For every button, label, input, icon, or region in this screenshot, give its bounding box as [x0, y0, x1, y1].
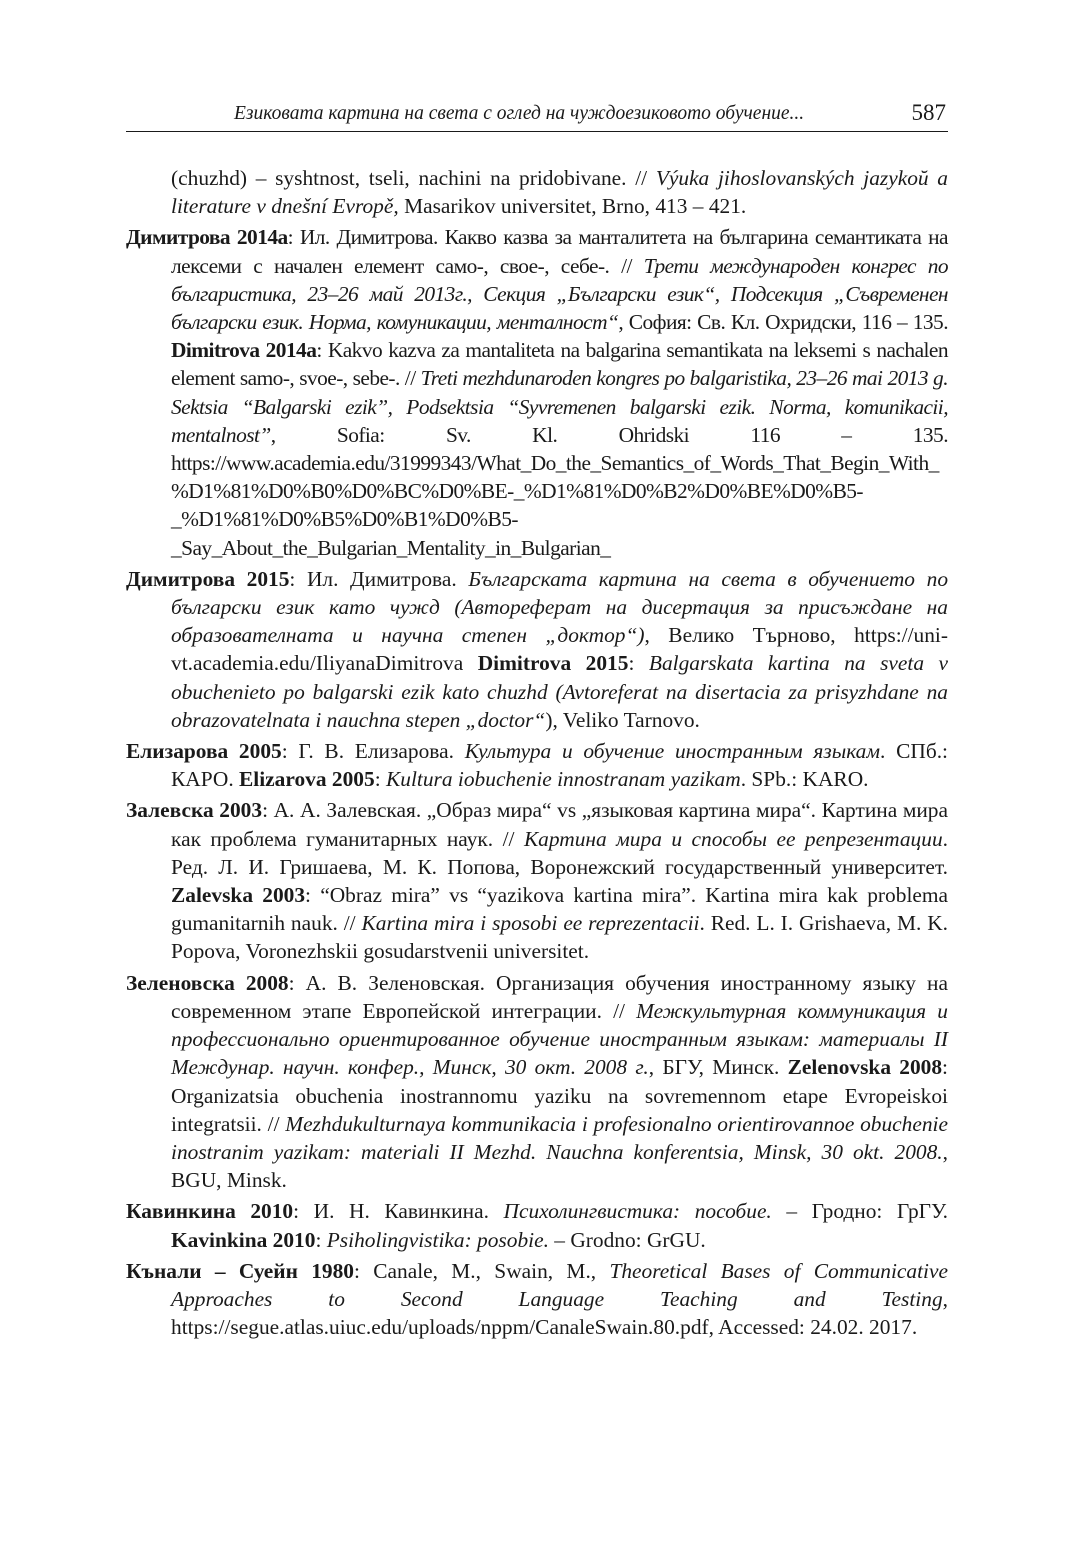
- running-title: Езиковата картина на света с оглед на чуждоезиковото обучение...: [234, 103, 805, 124]
- running-header: [126, 101, 948, 132]
- reference-entry: Димитрова 2014a: Ил. Димитрова. Какво казва за манталитета на българина семантиката на лексеми с начален елемент само-, свое-, себе-. // Трети международен конгрес по българистика, 23–26 май 2013г., Секция „Български език“, Подсекция „Съвременен български език. Норма, комуникации, менталност“, София: Св. Кл. Охридски, 116 – 135. Dimitrova 2014a: Kakvo kazva za mantaliteta na balgarina semantikata na leksemi s nachalen element samo-, svoe-, sebe-. // Treti mezhdunaroden kongres po balgaristika, 23–26 mai 2013 g. Sektsia “Balgarski ezik”, Podsektsia “Syvremenen balgarski ezik. Norma, komunikacii, mentalnost”, Sofia: Sv. Kl. Ohridski 116 – 135. https://www.academia.edu/31999343/What_Do_the_Semantics_of_Words_That_Begin_With_%D1%81%D0%B0%D0%BC%D0%BE-_%D1%81%D0%B2%D0%BE%D0%B5-_%D1%81%D0%B5%D0%B1%D0%B5-_Say_About_the_Bulgarian_Mentality_in_Bulgarian_: [126, 225, 949, 560]
- reference-author-year: Кънали – Суейн 1980: [126, 1258, 354, 1283]
- reference-entry: (chuzhd) – syshtnost, tseli, nachini na pridobivane. // Výuka jihoslovanských jazykoŭ a literature v dnešní Evropě, Masarikov universitet, Brno, 413 – 421.: [171, 166, 949, 219]
- reference-entry: Зеленовска 2008: А. В. Зеленовская. Организация обучения иностранному языку на современном этапе Европейской интеграции. // Межкультурная коммуникация и профессионально ориентированное обучение иностранным языкам: материалы II Междунар. научн. конфер., Минск, 30 окт. 2008 г., БГУ, Минск. Zelenovska 2008: Organizatsia obuchenia inostrannomu yaziku na sovremennom etape Evropeiskoi integratsii. // Mezhdukulturnaya kommunikacia i profesionalno orientirovannoe obuchenie inostranim yazikam: materiali II Mezhd. Nauchna konferentsia, Minsk, 30 okt. 2008., BGU, Minsk.: [126, 970, 948, 1193]
- reference-author-year: Залевска 2003: [126, 798, 263, 823]
- reference-entry: Елизарова 2005: Г. В. Елизарова. Культура и обучение иностранным языкам. СПб.: КАРО. Elizarova 2005: Kultura iobuchenie innostranam yazikam. SPb.: KARO.: [126, 739, 948, 792]
- reference-author-year: Димитрова 2014a: [126, 225, 288, 250]
- page-number: 587: [911, 100, 946, 125]
- reference-entry: Кънали – Суейн 1980: Canale, M., Swain, M., Theoretical Bases of Communicative Approaches to Second Language Teaching and Testing, https://segue.atlas.uiuc.edu/uploads/nppm/CanaleSwain.80.pdf, Accessed: 24.02. 2017.: [126, 1258, 948, 1340]
- reference-entry: Залевска 2003: А. А. Залевская. „Образ мира“ vs „языковая картина мира“. Картина мира как проблема гуманитарных наук. // Картина мира и способы ее репрезентации. Ред. Л. И. Гришаева, М. К. Попова, Воронежский государственный университет. Zalevska 2003: “Obraz mira” vs “yazikova kartina mira”. Kartina mira kak problema gumanitarnih nauk. // Kartina mira i sposobi ee reprezentacii. Red. L. I. Grishaeva, M. K. Popova, Voronezhskii gosudarstvenii universitet.: [126, 798, 949, 964]
- reference-author-year: Зеленовска 2008: [126, 970, 289, 995]
- reference-list: [126, 164, 948, 1344]
- reference-author-year: Димитрова 2015: [126, 566, 290, 591]
- reference-entry: Кавинкина 2010: И. Н. Кавинкина. Психолингвистика: пособие. – Гродно: ГрГУ. Kavinkina 2010: Psiholingvistika: posobie. – Grodno: GrGU.: [126, 1199, 949, 1252]
- reference-author-year: Кавинкина 2010: [126, 1199, 294, 1224]
- reference-author-year: Елизарова 2005: [126, 739, 282, 764]
- reference-entry: Димитрова 2015: Ил. Димитрова. Българската картина на света в обучението по български език като чужд (Автореферат на дисертация за присъждане на образователната и научна степен „доктор“), Велико Търново, https://uni-vt.academia.edu/IliyanaDimitrova Dimitrova 2015: Balgarskata kartina na sveta v obuchenieto po balgarski ezik kato chuzhd (Avtoreferat na disertacia za prisyzhdane na obrazovatelnata i nauchna stepen „doctor“), Veliko Tarnovo.: [126, 566, 949, 732]
